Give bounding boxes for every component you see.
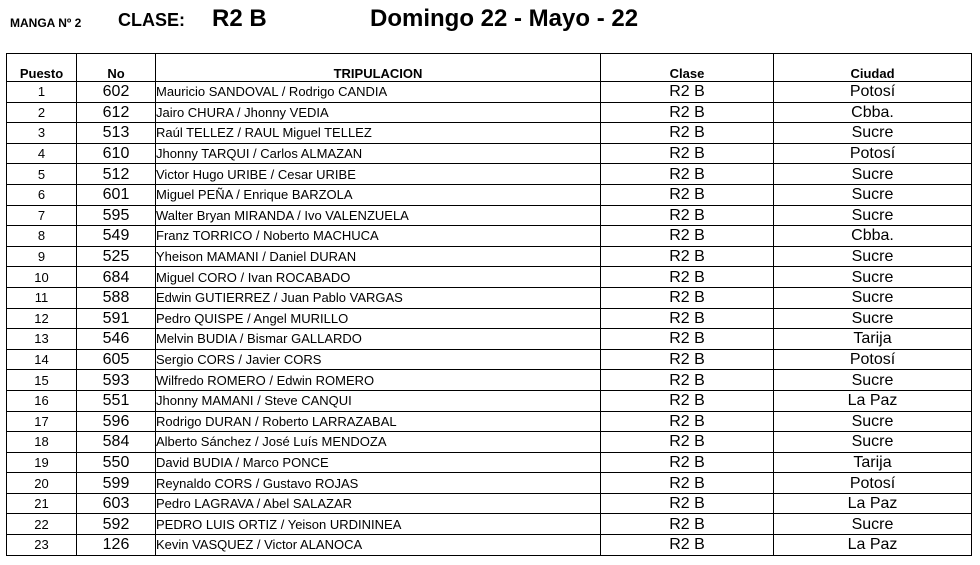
cell-puesto: 9	[7, 246, 77, 267]
column-header-ciudad: Ciudad	[774, 54, 972, 82]
cell-ciudad: Cbba.	[774, 226, 972, 247]
cell-clase: R2 B	[601, 184, 774, 205]
cell-no: 595	[77, 205, 156, 226]
table-row	[7, 287, 972, 308]
cell-clase: R2 B	[601, 123, 774, 144]
table-row	[7, 493, 972, 514]
header-row	[7, 54, 972, 82]
table-row	[7, 452, 972, 473]
cell-no: 551	[77, 390, 156, 411]
cell-puesto: 23	[7, 535, 77, 556]
table-row	[7, 390, 972, 411]
cell-ciudad: Sucre	[774, 370, 972, 391]
cell-ciudad: Sucre	[774, 411, 972, 432]
results-table	[6, 53, 972, 556]
cell-puesto: 16	[7, 390, 77, 411]
results-table-body	[7, 82, 972, 556]
cell-clase: R2 B	[601, 267, 774, 288]
table-row	[7, 370, 972, 391]
column-header-no: No	[77, 54, 156, 82]
cell-clase: R2 B	[601, 102, 774, 123]
cell-ciudad: Sucre	[774, 246, 972, 267]
cell-clase: R2 B	[601, 226, 774, 247]
cell-puesto: 12	[7, 308, 77, 329]
table-row	[7, 432, 972, 453]
cell-no: 593	[77, 370, 156, 391]
cell-no: 603	[77, 493, 156, 514]
cell-tripulacion: David BUDIA / Marco PONCE	[156, 452, 601, 473]
cell-ciudad: Sucre	[774, 164, 972, 185]
table-row	[7, 82, 972, 103]
cell-puesto: 3	[7, 123, 77, 144]
cell-ciudad: La Paz	[774, 390, 972, 411]
cell-no: 550	[77, 452, 156, 473]
cell-puesto: 4	[7, 143, 77, 164]
cell-clase: R2 B	[601, 493, 774, 514]
cell-ciudad: Sucre	[774, 267, 972, 288]
table-row	[7, 349, 972, 370]
table-row	[7, 267, 972, 288]
table-row	[7, 143, 972, 164]
cell-clase: R2 B	[601, 473, 774, 494]
cell-clase: R2 B	[601, 205, 774, 226]
cell-no: 596	[77, 411, 156, 432]
cell-tripulacion: Raúl TELLEZ / RAUL Miguel TELLEZ	[156, 123, 601, 144]
cell-tripulacion: Yheison MAMANI / Daniel DURAN	[156, 246, 601, 267]
cell-clase: R2 B	[601, 514, 774, 535]
cell-clase: R2 B	[601, 82, 774, 103]
cell-tripulacion: Jhonny TARQUI / Carlos ALMAZAN	[156, 143, 601, 164]
cell-no: 605	[77, 349, 156, 370]
event-date: Domingo 22 - Mayo - 22	[370, 5, 639, 32]
cell-tripulacion: Reynaldo CORS / Gustavo ROJAS	[156, 473, 601, 494]
cell-clase: R2 B	[601, 143, 774, 164]
cell-puesto: 11	[7, 287, 77, 308]
cell-no: 601	[77, 184, 156, 205]
cell-ciudad: Potosí	[774, 143, 972, 164]
cell-tripulacion: Alberto Sánchez / José Luís MENDOZA	[156, 432, 601, 453]
table-row	[7, 123, 972, 144]
cell-puesto: 18	[7, 432, 77, 453]
cell-no: 610	[77, 143, 156, 164]
cell-clase: R2 B	[601, 246, 774, 267]
cell-no: 584	[77, 432, 156, 453]
cell-tripulacion: Sergio CORS / Javier CORS	[156, 349, 601, 370]
table-row	[7, 226, 972, 247]
cell-no: 549	[77, 226, 156, 247]
cell-ciudad: Potosí	[774, 349, 972, 370]
cell-tripulacion: Pedro QUISPE / Angel MURILLO	[156, 308, 601, 329]
cell-no: 612	[77, 102, 156, 123]
cell-clase: R2 B	[601, 432, 774, 453]
cell-ciudad: Tarija	[774, 452, 972, 473]
cell-clase: R2 B	[601, 370, 774, 391]
clase-value: R2 B	[212, 5, 267, 32]
cell-clase: R2 B	[601, 390, 774, 411]
cell-no: 588	[77, 287, 156, 308]
cell-clase: R2 B	[601, 411, 774, 432]
cell-ciudad: Cbba.	[774, 102, 972, 123]
cell-ciudad: Sucre	[774, 205, 972, 226]
cell-puesto: 17	[7, 411, 77, 432]
cell-no: 592	[77, 514, 156, 535]
cell-tripulacion: Franz TORRICO / Noberto MACHUCA	[156, 226, 601, 247]
table-row	[7, 411, 972, 432]
cell-clase: R2 B	[601, 329, 774, 350]
cell-puesto: 14	[7, 349, 77, 370]
cell-ciudad: Sucre	[774, 287, 972, 308]
cell-tripulacion: Wilfredo ROMERO / Edwin ROMERO	[156, 370, 601, 391]
cell-tripulacion: Mauricio SANDOVAL / Rodrigo CANDIA	[156, 82, 601, 103]
cell-puesto: 10	[7, 267, 77, 288]
cell-clase: R2 B	[601, 452, 774, 473]
table-row	[7, 205, 972, 226]
table-row	[7, 308, 972, 329]
cell-no: 126	[77, 535, 156, 556]
cell-clase: R2 B	[601, 535, 774, 556]
table-row	[7, 329, 972, 350]
cell-tripulacion: Kevin VASQUEZ / Victor ALANOCA	[156, 535, 601, 556]
cell-ciudad: Potosí	[774, 82, 972, 103]
cell-puesto: 7	[7, 205, 77, 226]
cell-puesto: 13	[7, 329, 77, 350]
manga-label: MANGA Nº 2	[10, 16, 82, 30]
cell-ciudad: Sucre	[774, 184, 972, 205]
clase-label: CLASE:	[118, 10, 185, 30]
cell-clase: R2 B	[601, 164, 774, 185]
cell-tripulacion: Melvin BUDIA / Bismar GALLARDO	[156, 329, 601, 350]
cell-tripulacion: PEDRO LUIS ORTIZ / Yeison URDININEA	[156, 514, 601, 535]
table-row	[7, 473, 972, 494]
cell-tripulacion: Miguel CORO / Ivan ROCABADO	[156, 267, 601, 288]
cell-ciudad: Sucre	[774, 432, 972, 453]
cell-clase: R2 B	[601, 287, 774, 308]
cell-ciudad: La Paz	[774, 535, 972, 556]
cell-puesto: 2	[7, 102, 77, 123]
cell-no: 512	[77, 164, 156, 185]
cell-puesto: 15	[7, 370, 77, 391]
cell-clase: R2 B	[601, 308, 774, 329]
cell-tripulacion: Rodrigo DURAN / Roberto LARRAZABAL	[156, 411, 601, 432]
cell-no: 525	[77, 246, 156, 267]
cell-no: 546	[77, 329, 156, 350]
cell-ciudad: Tarija	[774, 329, 972, 350]
cell-puesto: 1	[7, 82, 77, 103]
cell-tripulacion: Walter Bryan MIRANDA / Ivo VALENZUELA	[156, 205, 601, 226]
table-row	[7, 514, 972, 535]
cell-no: 602	[77, 82, 156, 103]
cell-ciudad: Sucre	[774, 514, 972, 535]
cell-tripulacion: Jhonny MAMANI / Steve CANQUI	[156, 390, 601, 411]
column-header-tripulacion: TRIPULACION	[156, 54, 601, 82]
cell-no: 599	[77, 473, 156, 494]
cell-ciudad: Potosí	[774, 473, 972, 494]
cell-tripulacion: Victor Hugo URIBE / Cesar URIBE	[156, 164, 601, 185]
cell-tripulacion: Jairo CHURA / Jhonny VEDIA	[156, 102, 601, 123]
table-row	[7, 535, 972, 556]
cell-puesto: 6	[7, 184, 77, 205]
cell-ciudad: Sucre	[774, 123, 972, 144]
column-header-clase: Clase	[601, 54, 774, 82]
results-table-head	[7, 54, 972, 82]
cell-no: 513	[77, 123, 156, 144]
cell-puesto: 5	[7, 164, 77, 185]
column-header-puesto: Puesto	[7, 54, 77, 82]
document-header	[0, 0, 980, 50]
cell-puesto: 21	[7, 493, 77, 514]
cell-tripulacion: Miguel PEÑA / Enrique BARZOLA	[156, 184, 601, 205]
cell-no: 591	[77, 308, 156, 329]
cell-tripulacion: Pedro LAGRAVA / Abel SALAZAR	[156, 493, 601, 514]
cell-tripulacion: Edwin GUTIERREZ / Juan Pablo VARGAS	[156, 287, 601, 308]
cell-ciudad: La Paz	[774, 493, 972, 514]
cell-clase: R2 B	[601, 349, 774, 370]
table-row	[7, 164, 972, 185]
cell-puesto: 20	[7, 473, 77, 494]
cell-puesto: 8	[7, 226, 77, 247]
cell-ciudad: Sucre	[774, 308, 972, 329]
table-row	[7, 102, 972, 123]
cell-puesto: 22	[7, 514, 77, 535]
cell-puesto: 19	[7, 452, 77, 473]
table-row	[7, 184, 972, 205]
cell-no: 684	[77, 267, 156, 288]
table-row	[7, 246, 972, 267]
